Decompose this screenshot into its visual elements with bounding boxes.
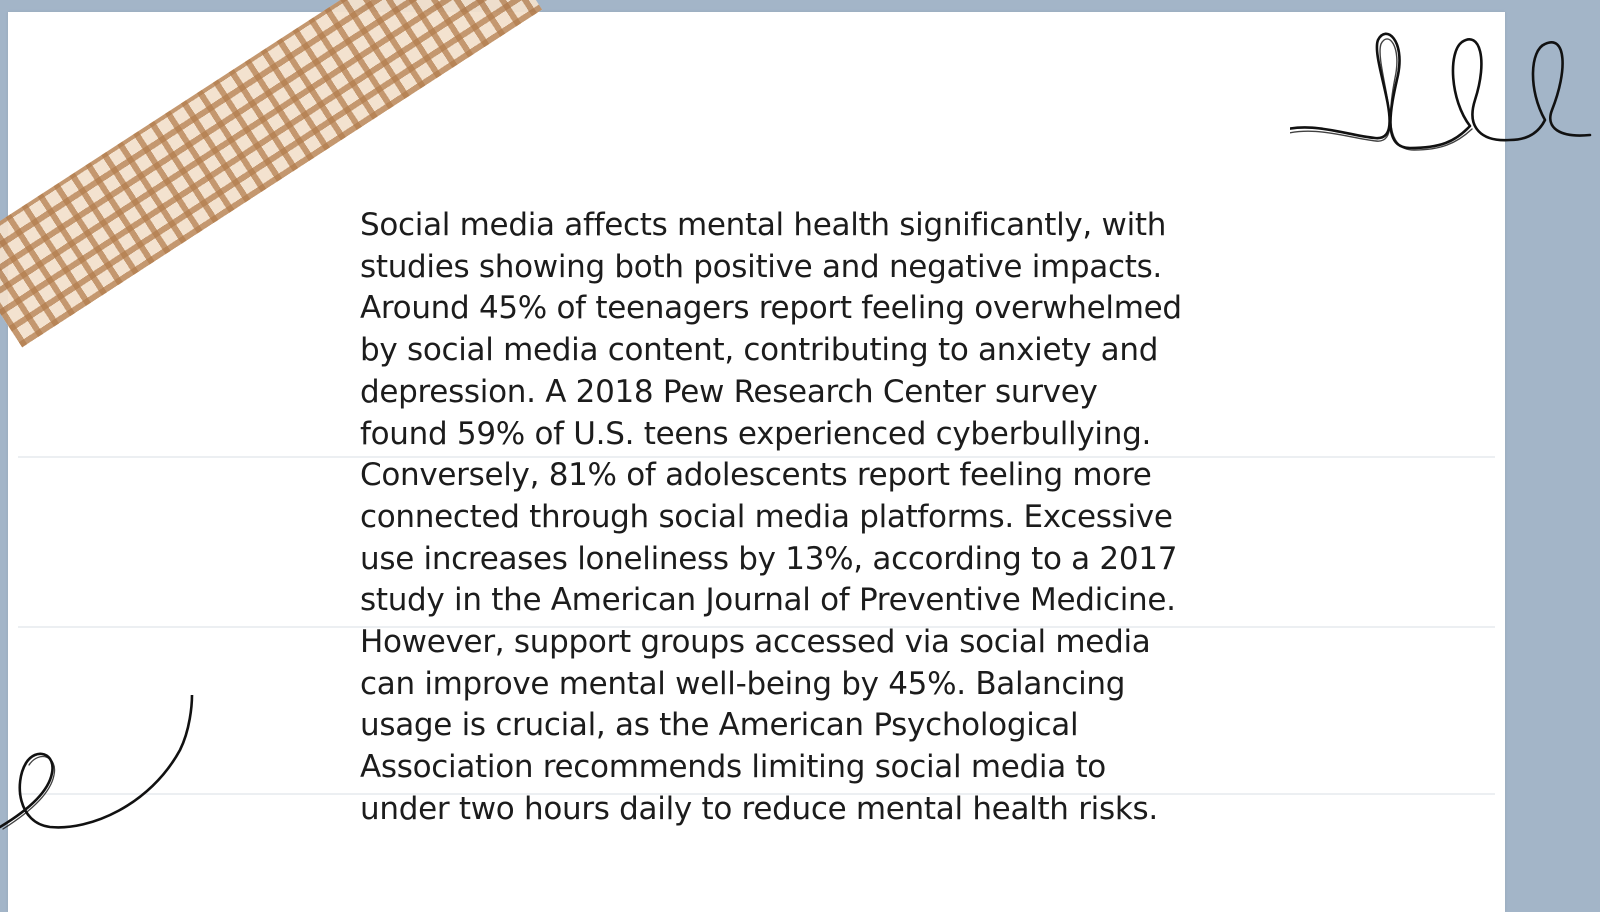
loop-scribble-icon [1290, 30, 1600, 160]
curl-scribble-icon [0, 695, 200, 845]
body-paragraph: Social media affects mental health significantly, with studies showing both positive and negative impacts. Around 45% of teenagers report feeling overwhelmed by social media content, contributing to anxiety and depression. A 2018 Pew Research Center survey found 59% of U.S. teens experienced cyberbullying. Conversely, 81% of adolescents report feeling more connected through social media platforms. Excessive use increases loneliness by 13%, according to a 2017 study in the American Journal of Preventive Medicine. However, support groups accessed via social media can improve mental well-being by 45%. Balancing usage is crucial, as the American Psychological Association recommends limiting social media to under two hours daily to reduce mental health risks. [360, 207, 1182, 827]
